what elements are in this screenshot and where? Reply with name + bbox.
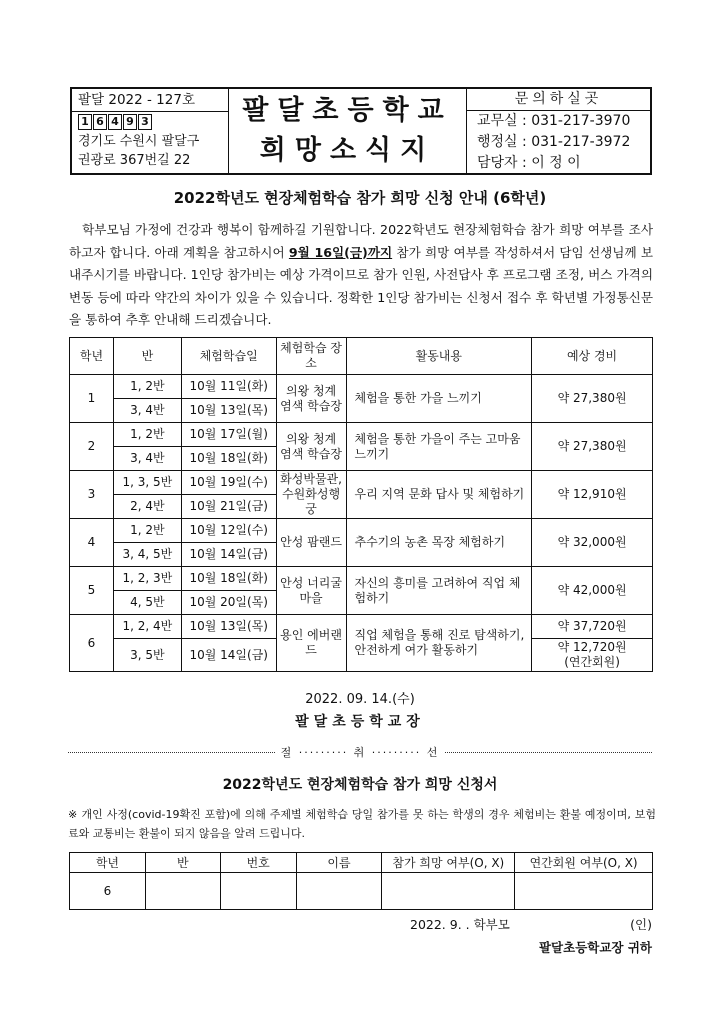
place-cell: 안성 너리굴 마을 — [276, 567, 346, 615]
cost-cell: 약 12,910원 — [532, 471, 653, 519]
header-grade: 학년 — [70, 338, 114, 375]
notice-title: 2022학년도 현장체험학습 참가 희망 신청 안내 (6학년) — [173, 189, 547, 207]
header-title-block — [229, 89, 467, 173]
admin-phone: 행정실 : 031-217-3972 — [477, 134, 631, 150]
newsletter-header — [70, 87, 652, 175]
school-name-title: 팔달초등학교 — [242, 95, 453, 126]
form-header-number: 번호 — [220, 853, 296, 873]
date-cell: 10월 18일(화) — [181, 447, 276, 471]
form-title: 2022학년도 현장체험학습 참가 희망 신청서 — [222, 777, 498, 793]
form-membership-field[interactable] — [515, 873, 653, 910]
date-cell: 10월 13일(목) — [181, 615, 276, 639]
class-cell: 3, 5반 — [113, 639, 181, 672]
date-cell: 10월 14일(금) — [181, 639, 276, 672]
header-contact-block — [467, 89, 650, 173]
class-cell: 1, 2반 — [113, 519, 181, 543]
issue-number: 팔달 2022 - 127호 — [72, 89, 228, 112]
form-participation-field[interactable] — [382, 873, 515, 910]
place-cell: 화성박물관, 수원화성행궁 — [276, 471, 346, 519]
table-row — [70, 519, 653, 543]
table-row — [70, 471, 653, 495]
address-line-2: 권광로 367번길 22 — [78, 153, 191, 168]
activity-cell: 체험을 통한 가을 느끼기 — [346, 375, 532, 423]
grade-cell: 3 — [70, 471, 114, 519]
header-issue-block — [72, 89, 229, 173]
cost-cell-member — [532, 639, 653, 672]
cost-cell: 약 32,000원 — [532, 519, 653, 567]
table-row — [70, 423, 653, 447]
activity-cell: 체험을 통한 가을이 주는 고마움 느끼기 — [346, 423, 532, 471]
address-line-1: 경기도 수원시 팔달구 — [78, 134, 200, 149]
table-row — [70, 375, 653, 399]
manager-name: 담당자 : 이 정 이 — [477, 155, 581, 171]
header-class: 반 — [113, 338, 181, 375]
form-grade-value: 6 — [70, 873, 146, 910]
zip-code — [72, 112, 228, 132]
form-header-membership: 연간회원 여부(O, X) — [515, 853, 653, 873]
sign-date: 2022. 9. . 학부모 — [410, 917, 510, 932]
form-class-field[interactable] — [145, 873, 220, 910]
activity-cell: 직업 체험을 통해 진로 탐색하기, 안전하게 여가 활동하기 — [346, 615, 532, 672]
zip-digit: 1 — [78, 114, 92, 130]
plan-table — [69, 337, 653, 672]
activity-cell: 추수기의 농촌 목장 체험하기 — [346, 519, 532, 567]
date-cell: 10월 12일(수) — [181, 519, 276, 543]
grade-cell: 2 — [70, 423, 114, 471]
grade-cell: 5 — [70, 567, 114, 615]
cut-line — [68, 744, 652, 760]
grade-cell: 6 — [70, 615, 114, 672]
cut-dots-right — [445, 752, 652, 753]
place-cell: 의왕 청계 염색 학습장 — [276, 423, 346, 471]
grade-cell: 1 — [70, 375, 114, 423]
date-cell: 10월 11일(화) — [181, 375, 276, 399]
table-row — [70, 615, 653, 639]
intro-text-2: 참가 희망 여부를 작성하셔서 담임 선생님께 보내주시기를 바랍니다. 1인당 참가비는 예상 가격이므로 참가 인원, 사전답사 후 프로그램 조정, 버스 가격의 변동 등에 따라 약간의 차이가 있을 수 있습니다. 정확한 1인당 참가비는 신청서 접수 후 학년별 가정통신문을 통하여 추후 안내해 드리겠습니다. — [69, 244, 654, 327]
principal-signature: 팔달초등학교장 — [295, 714, 425, 730]
date-cell: 10월 17일(월) — [181, 423, 276, 447]
zip-digit: 4 — [108, 114, 122, 130]
form-note: ※ 개인 사정(covid-19확진 포함)에 의해 주제별 체험학습 당일 참가를 못 하는 학생의 경우 체험비는 환불 예정이며, 보험료와 교통비는 환불이 되지 않음을 알려 드립니다. — [68, 808, 656, 840]
header-activity: 활동내용 — [346, 338, 532, 375]
application-form-table — [69, 852, 653, 910]
date-cell: 10월 18일(화) — [181, 567, 276, 591]
place-cell: 용인 에버랜드 — [276, 615, 346, 672]
form-name-field[interactable] — [296, 873, 382, 910]
zip-digit: 3 — [138, 114, 152, 130]
grade-cell: 4 — [70, 519, 114, 567]
deadline: 9월 16일(금)까지 — [288, 244, 393, 260]
form-header-row — [70, 853, 653, 873]
cut-line-label: 절 ········· 취 ········· 선 — [280, 746, 440, 759]
cut-dots-left — [68, 752, 275, 753]
class-cell: 2, 4반 — [113, 495, 181, 519]
member-cost-note: (연간회원) — [564, 655, 620, 669]
zip-digit: 6 — [93, 114, 107, 130]
class-cell: 1, 2, 3반 — [113, 567, 181, 591]
class-cell: 1, 2반 — [113, 423, 181, 447]
cost-cell: 약 42,000원 — [532, 567, 653, 615]
date-cell: 10월 21일(금) — [181, 495, 276, 519]
class-cell: 3, 4, 5반 — [113, 543, 181, 567]
office-phone: 교무실 : 031-217-3970 — [477, 113, 631, 129]
zip-digit: 9 — [123, 114, 137, 130]
class-cell: 1, 2, 4반 — [113, 615, 181, 639]
intro-paragraph — [69, 219, 653, 332]
plan-table-header — [70, 338, 653, 375]
intro-text-1: 학부모님 가정에 건강과 행복이 함께하길 기원합니다. 2022학년도 현장체험학습 참가 희망 여부를 조사하고자 합니다. 아래 계획을 참고하시어 — [69, 222, 653, 260]
cost-cell: 약 27,380원 — [532, 375, 653, 423]
date-cell: 10월 19일(수) — [181, 471, 276, 495]
place-cell: 안성 팜랜드 — [276, 519, 346, 567]
form-header-class: 반 — [145, 853, 220, 873]
form-header-grade: 학년 — [70, 853, 146, 873]
date-cell: 10월 13일(목) — [181, 399, 276, 423]
cost-cell: 약 37,720원 — [532, 615, 653, 639]
table-row — [70, 567, 653, 591]
header-date: 체험학습일 — [181, 338, 276, 375]
member-cost: 약 12,720원 — [557, 640, 627, 654]
issue-date: 2022. 09. 14.(수) — [305, 692, 415, 707]
class-cell: 4, 5반 — [113, 591, 181, 615]
form-header-name: 이름 — [296, 853, 382, 873]
newsletter-name-title: 희망소식지 — [259, 135, 436, 166]
form-entry-row — [70, 873, 653, 910]
activity-cell: 자신의 흥미를 고려하여 직업 체험하기 — [346, 567, 532, 615]
class-cell: 3, 4반 — [113, 447, 181, 471]
place-cell: 의왕 청계 염색 학습장 — [276, 375, 346, 423]
class-cell: 1, 2반 — [113, 375, 181, 399]
class-cell: 1, 3, 5반 — [113, 471, 181, 495]
header-cost: 예상 경비 — [532, 338, 653, 375]
addressee: 팔달초등학교장 귀하 — [538, 940, 652, 955]
form-number-field[interactable] — [220, 873, 296, 910]
class-cell: 3, 4반 — [113, 399, 181, 423]
cost-cell: 약 27,380원 — [532, 423, 653, 471]
date-cell: 10월 20일(목) — [181, 591, 276, 615]
form-header-participation: 참가 희망 여부(O, X) — [382, 853, 515, 873]
activity-cell: 우리 지역 문화 답사 및 체험하기 — [346, 471, 532, 519]
date-cell: 10월 14일(금) — [181, 543, 276, 567]
inquiry-label: 문의하실곳 — [467, 89, 650, 111]
seal-mark: (인) — [630, 917, 652, 932]
header-place: 체험학습 장소 — [276, 338, 346, 375]
